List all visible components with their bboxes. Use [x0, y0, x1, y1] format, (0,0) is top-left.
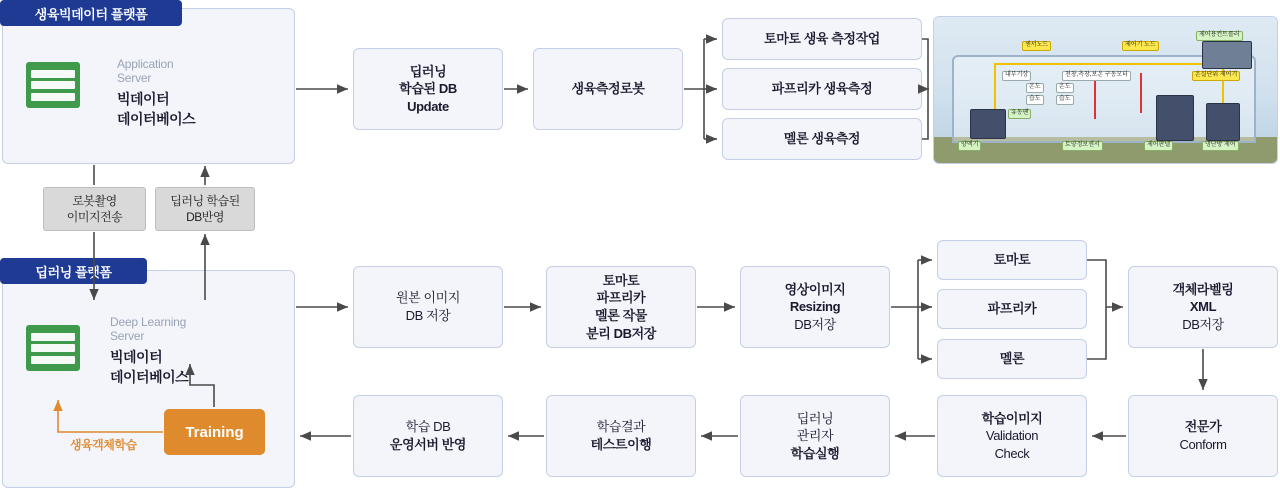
- label-greenhouse-unit-controller-text: 온실단위 제어기: [1195, 72, 1238, 78]
- bottom-box-test-execute-line1: 학습결과: [596, 419, 646, 435]
- bottom-box-crop-split-db[interactable]: [546, 266, 696, 348]
- top-platform-tab: [0, 0, 182, 26]
- bottom-box-labeling-xml-line3: DB저장: [1182, 316, 1224, 332]
- label-humid-1-text: 습도: [1029, 96, 1041, 102]
- top-db-name-line1: [117, 90, 277, 109]
- top-flow-box-1-line1: 딥러닝: [409, 63, 447, 79]
- greenhouse-controller-unit: [1202, 41, 1252, 69]
- bottom-box-labeling-xml[interactable]: [1128, 266, 1278, 348]
- label-circulation-fan-text: 유동팬: [1011, 110, 1029, 116]
- label-soil-sensor-text: 토양정보센서: [1065, 142, 1100, 148]
- bottom-box-deploy-db[interactable]: [353, 395, 503, 477]
- bottom-box-test-execute[interactable]: [546, 395, 696, 477]
- label-control-panel: [1144, 141, 1173, 151]
- label-control-controller-text: 제어용컨트롤러: [1199, 32, 1240, 38]
- top-branch-paprika-label: 파프리카 생육측정: [771, 81, 873, 97]
- bottom-box-validation-check-line1: 학습이미지: [981, 410, 1043, 426]
- bottom-db-name-text1: 빅데이터: [110, 349, 163, 365]
- dl-server-role-line1: [110, 315, 280, 330]
- bottom-box-training-run[interactable]: [740, 395, 890, 477]
- application-server-role-line1: [117, 57, 267, 72]
- top-db-name-text2: 데이터베이스: [117, 111, 196, 127]
- label-control-node: [1122, 41, 1159, 51]
- bottom-box-labeling-xml-line1: 객체라벨링: [1172, 281, 1234, 297]
- bottom-box-crop-split-db-line3: 멜론 작물: [595, 308, 647, 323]
- label-internal-weather: [1002, 71, 1031, 81]
- connector-robot-image-line1: 로봇촬영: [72, 193, 117, 208]
- label-nutrient-supplier-text: 양액기: [961, 142, 979, 148]
- bottom-box-crop-split-db-line4: 분리 DB저장: [586, 325, 656, 341]
- label-greenhouse-unit-controller: [1192, 71, 1240, 81]
- bottom-db-name-text2: 데이터베이스: [110, 369, 189, 385]
- label-window-motor: [1062, 71, 1131, 81]
- greenhouse-equipment-1: [970, 109, 1006, 139]
- control-line-v2: [1140, 73, 1142, 113]
- label-circulation-fan: [1008, 109, 1031, 119]
- label-window-motor-text: 천창,측창,보온 구동모터: [1065, 72, 1128, 78]
- bottom-box-training-run-line2: 관리자: [796, 428, 834, 444]
- learning-loop-label-text: 생육객체학습: [70, 438, 137, 452]
- training-label: Training: [185, 423, 244, 441]
- crop-branch-tomato[interactable]: [937, 240, 1087, 280]
- bottom-platform-tab-label: 딥러닝 플랫폼: [35, 264, 112, 280]
- application-server-role-line2: [117, 71, 267, 86]
- bottom-box-deploy-db-line2: 운영서버 반영: [389, 437, 467, 452]
- bottom-box-training-run-line1: 딥러닝: [796, 410, 834, 426]
- crop-branch-melon[interactable]: [937, 339, 1087, 379]
- dl-server-role-text1: Deep Learning: [110, 315, 187, 329]
- bottom-box-resizing-db-line1: 영상이미지: [784, 281, 846, 297]
- bottom-box-training-run-line3: 학습실행: [790, 445, 840, 461]
- application-server-role-text2: Server: [117, 71, 152, 85]
- connector-robot-image-line2: 이미지전송: [66, 210, 123, 224]
- top-branch-tomato[interactable]: [722, 18, 922, 60]
- bottom-box-resizing-db[interactable]: [740, 266, 890, 348]
- bottom-box-original-image-db-line1: 원본 이미지: [395, 290, 460, 306]
- label-temp-2: [1056, 83, 1074, 93]
- label-sensor-node: [1022, 41, 1051, 51]
- bottom-box-expert-conform[interactable]: [1128, 395, 1278, 477]
- greenhouse-equipment-2: [1156, 95, 1194, 141]
- top-branch-paprika[interactable]: [722, 68, 922, 110]
- bottom-box-labeling-xml-line2: XML: [1189, 299, 1217, 315]
- bottom-box-expert-conform-line2: Conform: [1179, 437, 1227, 452]
- bottom-box-test-execute-line2: 테스트이행: [590, 437, 652, 452]
- bottom-box-expert-conform-line1: 전문가: [1184, 419, 1222, 435]
- learning-loop-label: [70, 436, 190, 453]
- label-control-panel-text: 제어판넬: [1147, 142, 1171, 148]
- crop-branch-paprika-label: 파프리카: [987, 301, 1037, 317]
- connector-box-db-apply: [155, 187, 255, 231]
- top-branch-melon[interactable]: [722, 118, 922, 160]
- application-server-role-text1: Application: [117, 57, 174, 71]
- top-flow-box-2-line1: 생육측정로봇: [571, 81, 645, 97]
- bottom-db-name-line1: [110, 348, 280, 367]
- label-nutrient-supplier: [958, 141, 981, 151]
- label-soil-sensor: [1062, 141, 1103, 151]
- top-flow-box-1-line3: Update: [407, 98, 449, 114]
- application-server-icon: [26, 62, 80, 108]
- bottom-box-crop-split-db-line2: 파프리카: [596, 290, 646, 306]
- label-temp-1: [1026, 83, 1044, 93]
- top-flow-box-1-line2: 학습된 DB: [399, 81, 457, 97]
- connector-box-robot-image: [43, 187, 146, 231]
- bottom-box-crop-split-db-line1: 토마토: [602, 272, 640, 288]
- top-branch-tomato-label: 토마토 생육 측정작업: [764, 31, 880, 47]
- sensor-network-line-h: [994, 63, 1224, 65]
- bottom-platform-tab: [0, 258, 147, 284]
- top-flow-box-2[interactable]: [533, 48, 683, 130]
- dl-server-role-line2: [110, 329, 280, 344]
- bottom-db-name-line2: [110, 368, 280, 387]
- greenhouse-diagram-photo: [933, 16, 1278, 164]
- bottom-box-resizing-db-line2: Resizing: [789, 299, 841, 315]
- label-temp-2-text: 온도: [1059, 84, 1071, 90]
- label-hvac: [1202, 141, 1239, 151]
- bottom-box-validation-check-line2: Validation: [985, 428, 1039, 444]
- bottom-box-original-image-db[interactable]: [353, 266, 503, 348]
- bottom-box-resizing-db-line3: DB저장: [794, 316, 836, 332]
- top-flow-box-1[interactable]: [353, 48, 503, 130]
- bottom-box-deploy-db-line1: 학습 DB: [405, 419, 451, 435]
- crop-branch-melon-label: 멜론: [999, 351, 1025, 367]
- label-internal-weather-text: 내부기상: [1005, 72, 1029, 78]
- top-db-name-text1: 빅데이터: [117, 91, 170, 107]
- label-sensor-node-text: 센서노드: [1025, 42, 1049, 48]
- bottom-box-validation-check[interactable]: [937, 395, 1087, 477]
- bottom-box-original-image-db-line2: DB 저장: [405, 308, 451, 323]
- label-temp-1-text: 온도: [1029, 84, 1041, 90]
- sensor-network-line-v2: [1222, 63, 1224, 103]
- top-db-name-line2: [117, 110, 277, 129]
- connector-db-apply-line2: DB반영: [186, 210, 224, 224]
- label-humid-2-text: 습도: [1059, 96, 1071, 102]
- deep-learning-server-icon: [26, 325, 80, 371]
- label-hvac-text: 냉난방 제어: [1205, 142, 1236, 148]
- label-humid-2: [1056, 95, 1074, 105]
- top-branch-melon-label: 멜론 생육측정: [783, 131, 861, 147]
- connector-db-apply-line1: 딥러닝 학습된: [170, 193, 240, 208]
- top-platform-tab-label: 생육빅데이터 플랫폼: [34, 6, 148, 22]
- crop-branch-tomato-label: 토마토: [993, 252, 1031, 268]
- label-control-controller: [1196, 31, 1243, 41]
- greenhouse-equipment-3: [1206, 103, 1240, 141]
- label-humid-1: [1026, 95, 1044, 105]
- label-control-node-text: 제어기 노드: [1125, 42, 1156, 48]
- bottom-box-validation-check-line3: Check: [994, 445, 1030, 461]
- dl-server-role-text2: Server: [110, 329, 145, 343]
- crop-branch-paprika[interactable]: [937, 289, 1087, 329]
